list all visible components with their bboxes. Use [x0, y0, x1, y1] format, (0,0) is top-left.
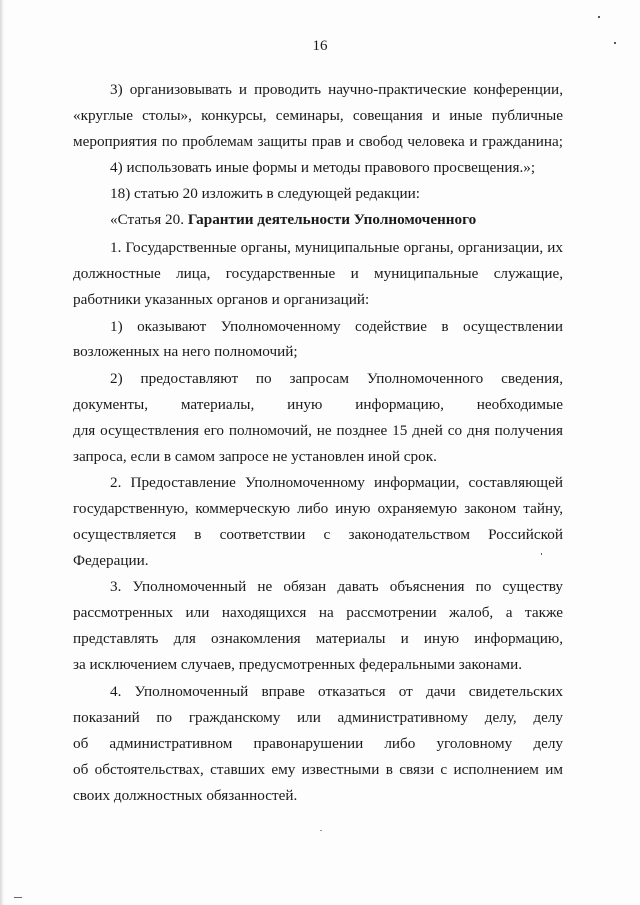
page-number: 16 — [312, 38, 328, 54]
text-line: рассмотренных или находящихся на рассмотрении жалоб, а также — [73, 604, 563, 621]
text-line: 4) использовать иные формы и методы правового просвещения.»; — [110, 159, 536, 176]
text-line: за исключением случаев, предусмотренных федеральными законами. — [73, 656, 523, 673]
text-line: запроса, если в самом запросе не установлен иной срок. — [73, 448, 437, 465]
text-line: государственную, коммерческую либо иную охраняемую законом тайну, — [73, 500, 563, 517]
text-line: 3. Уполномоченный не обязан давать объяснения по существу — [110, 578, 563, 595]
text-line: об административном правонарушении либо уголовному делу — [73, 735, 563, 752]
text-line: 4. Уполномоченный вправе отказаться от дачи свидетельских — [110, 683, 563, 700]
text-line: своих должностных обязанностей. — [73, 787, 298, 804]
article-number: «Статья 20. — [110, 211, 185, 228]
article-heading — [110, 211, 563, 229]
text-line: 3) организовывать и проводить научно-практические конференции, — [110, 81, 563, 98]
scan-speck — [598, 16, 600, 18]
text-line: представлять для ознакомления материалы и иную информацию, — [73, 630, 563, 647]
text-line: 1) оказывают Уполномоченному содействие в осуществлении — [110, 318, 563, 335]
scan-speck — [541, 553, 542, 555]
text-line: работники указанных органов и организаций: — [73, 291, 370, 308]
text-line: об обстоятельствах, ставших ему известными в связи с исполнением им — [73, 761, 563, 778]
text-line: должностные лица, государственные и муниципальные служащие, — [73, 265, 563, 282]
article-title: Гарантии деятельности Уполномоченного — [187, 211, 477, 228]
scan-speck — [14, 897, 22, 898]
text-line: Федерации. — [73, 552, 149, 569]
text-line: 2) предоставляют по запросам Уполномоченного сведения, — [110, 370, 563, 387]
text-line: показаний по гражданскому или административному делу, делу — [73, 709, 563, 726]
text-line: 1. Государственные органы, муниципальные органы, организации, их — [110, 239, 563, 256]
text-line: «круглые столы», конкурсы, семинары, совещания и иные публичные — [73, 107, 563, 124]
text-line: для осуществления его полномочий, не позднее 15 дней со дня получения — [73, 422, 563, 439]
text-line: 18) статью 20 изложить в следующей редакции: — [110, 185, 420, 202]
scan-speck — [614, 42, 616, 44]
text-line: 2. Предоставление Уполномоченному информации, составляющей — [110, 474, 563, 491]
text-line: мероприятия по проблемам защиты прав и свобод человека и гражданина; — [73, 133, 563, 150]
scan-edge-shadow — [0, 0, 4, 905]
text-line: возложенных на него полномочий; — [73, 343, 298, 360]
text-line: осуществляется в соответствии с законодательством Российской — [73, 526, 563, 543]
text-line: документы, материалы, иную информацию, необходимые — [73, 396, 563, 413]
scan-speck — [320, 830, 322, 831]
